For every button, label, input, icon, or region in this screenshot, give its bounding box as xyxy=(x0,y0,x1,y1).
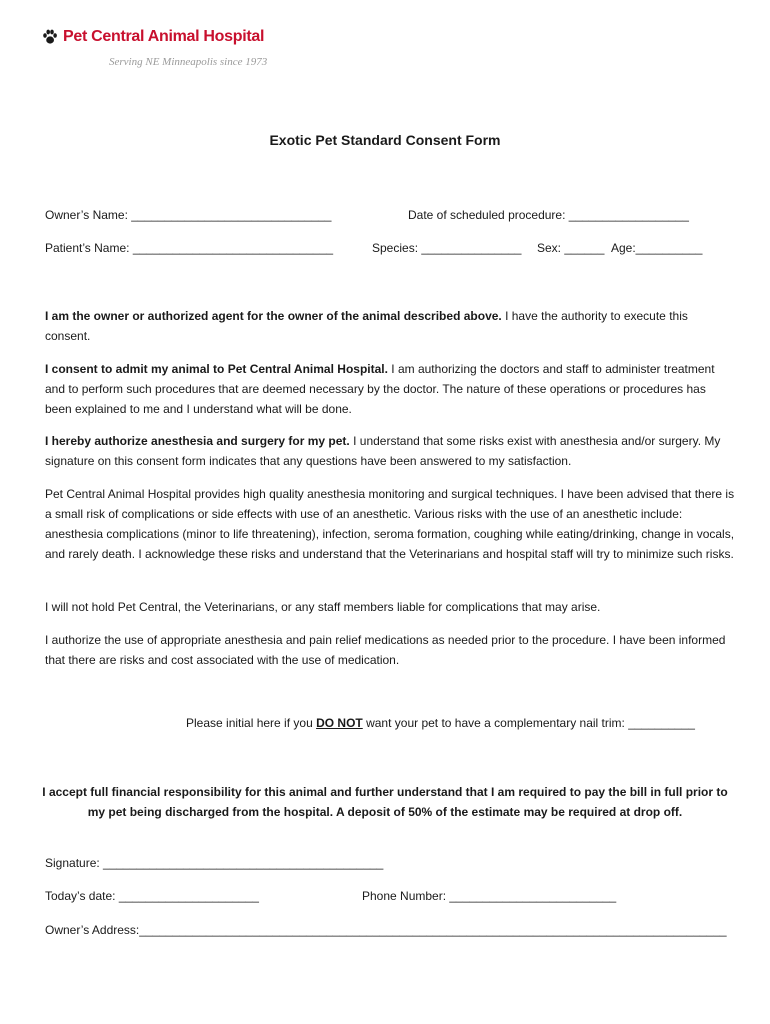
paragraph-owner-authority-bold: I am the owner or authorized agent for the owner of the animal described above. xyxy=(45,309,502,323)
age-field[interactable]: Age:__________ xyxy=(611,241,703,255)
nail-trim-before: Please initial here if you xyxy=(186,716,317,730)
owner-address-field[interactable]: Owner’s Address:________________________________________________________________________________________ xyxy=(45,923,727,937)
procedure-date-field[interactable]: Date of scheduled procedure: __________________ xyxy=(408,208,689,222)
paragraph-liability: I will not hold Pet Central, the Veterinarians, or any staff members liable for complications that may arise. xyxy=(45,600,601,614)
paragraph-anesthesia-authorization-text: I understand that some risks exist with anesthesia and/or surgery. My signature on this consent form indicates that any questions have been answered to my satisfaction. xyxy=(45,434,721,468)
hospital-tagline: Serving NE Minneapolis since 1973 xyxy=(109,56,268,68)
signature-field[interactable]: Signature: __________________________________________ xyxy=(45,856,384,870)
form-title: Exotic Pet Standard Consent Form xyxy=(269,132,501,148)
paragraph-anesthesia-authorization xyxy=(45,431,735,471)
paragraph-medication: I authorize the use of appropriate anesthesia and pain relief medications as needed prior to the procedure. I have been informed that there are risks and cost associated with the use of medication. xyxy=(45,633,726,667)
paragraph-admit-consent-text: I am authorizing the doctors and staff to administer treatment and to perform such procedures that are deemed necessary by the doctor. The nature of these operations or procedures has been explained to me and I understand what will be done. xyxy=(45,362,715,416)
financial-responsibility: I accept full financial responsibility for this animal and further understand that I am required to pay the bill in full prior to my pet being discharged from the hospital. A deposit of 50% of the estimate may be required at drop off. xyxy=(42,785,728,819)
paragraph-owner-authority-text: I have the authority to execute this consent. xyxy=(45,309,688,343)
sex-field[interactable]: Sex: ______ xyxy=(537,241,605,255)
hospital-name: Pet Central Animal Hospital xyxy=(63,28,265,45)
paw-icon xyxy=(42,29,58,45)
todays-date-field[interactable]: Today’s date: _____________________ xyxy=(45,889,259,903)
patient-name-field[interactable]: Patient’s Name: ______________________________ xyxy=(45,241,334,255)
hospital-logo xyxy=(42,28,264,46)
phone-number-field[interactable]: Phone Number: _________________________ xyxy=(362,889,617,903)
paragraph-risks: Pet Central Animal Hospital provides high quality anesthesia monitoring and surgical techniques. I have been advised that there is a small risk of complications or side effects with use of an anesthetic. Various risks with the use of an anesthetic include: anesthesia complications (minor to life threatening), infection, seroma formation, coughing while eating/drinking, change in vocals, and rarely death. I acknowledge these risks and understand that the Veterinarians and hospital staff will try to minimize such risks. xyxy=(45,487,735,561)
species-field[interactable]: Species: _______________ xyxy=(372,241,522,255)
paragraph-admit-consent-bold: I consent to admit my animal to Pet Central Animal Hospital. xyxy=(45,362,388,376)
nail-trim-line[interactable] xyxy=(186,716,695,730)
paragraph-anesthesia-authorization-bold: I hereby authorize anesthesia and surgery for my pet. xyxy=(45,434,350,448)
nail-trim-after: want your pet to have a complementary nail trim: __________ xyxy=(362,716,695,730)
paragraph-admit-consent xyxy=(45,359,735,419)
paragraph-owner-authority xyxy=(45,306,735,346)
owner-name-field[interactable]: Owner’s Name: ______________________________ xyxy=(45,208,332,222)
nail-trim-emphasis: DO NOT xyxy=(316,716,363,730)
